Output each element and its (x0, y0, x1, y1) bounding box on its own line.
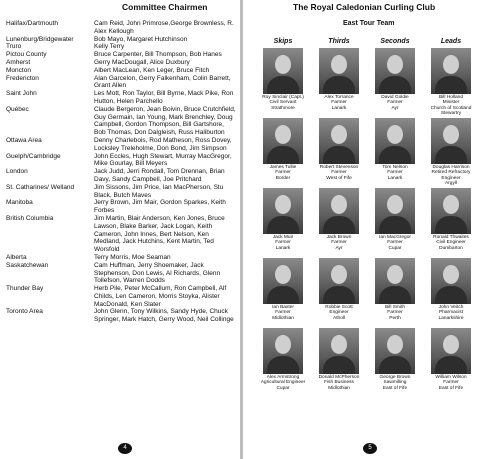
committee-region: Truro (6, 43, 22, 51)
committee-region: Moncton (6, 66, 31, 74)
player-card (423, 328, 479, 398)
player-detail: Lanark (387, 175, 403, 181)
committee-names: Les Mott, Ron Taylor, Bill Byrne, Mack Pike, Ron Hutton, Helen Parchello (94, 90, 234, 105)
position-headers (255, 38, 479, 45)
portrait-body (267, 146, 299, 164)
player-name: James Tullie (269, 165, 297, 170)
player-card (367, 48, 423, 118)
committee-names: Jim Martin, Blair Anderson, Ken Jones, Bruce Lawson, Blake Barker, Jack Logan, Keith Cameron, John Innes, Bert Nelson, Ken Medland, Jack Hutchins, Kent Martin, Ted Worsfold (94, 214, 225, 254)
committee-names: Albert MacLean, Ken Leger, Bruce Fitch (94, 66, 210, 74)
column-header: Leads (440, 38, 462, 45)
portrait-body (267, 356, 299, 374)
player-card (255, 48, 311, 118)
player-detail: Dumbarton (439, 245, 463, 251)
committee-region: Halifax/Dartmouth (6, 20, 59, 27)
committee-row (6, 308, 236, 324)
player-detail: Sawmilling (383, 380, 407, 386)
player-caption (367, 165, 423, 181)
portrait-head (331, 195, 347, 214)
portrait-body (379, 286, 411, 304)
portrait-head (387, 195, 403, 214)
player-caption (423, 375, 479, 391)
committee-row (6, 254, 236, 262)
committee-row (6, 215, 236, 254)
player-card (423, 118, 479, 188)
portrait-body (379, 76, 411, 94)
player-detail: Agricultural Engineer (260, 380, 306, 386)
player-photo (263, 258, 303, 304)
portrait-head (331, 335, 347, 354)
page-number: 4 (118, 443, 132, 454)
player-photo (431, 118, 471, 164)
player-card (423, 48, 479, 118)
player-card (367, 328, 423, 398)
committee-region: Guelph/Cambridge (6, 152, 61, 160)
player-card (255, 328, 311, 398)
portrait-body (267, 216, 299, 234)
committee-names: Jack Judd, Jerri Rondall, Tom Drennan, Brian Davy, Sandy Campbell, Joe Pritchard (94, 168, 225, 183)
player-detail: Farmer (275, 310, 291, 316)
team-row (255, 258, 479, 328)
player-detail: Engineer (329, 310, 349, 316)
player-detail: Stewartry (440, 110, 462, 116)
player-detail: Engineer (441, 175, 461, 181)
committee-row (6, 75, 236, 91)
player-caption (311, 235, 367, 251)
portrait-head (443, 265, 459, 284)
player-card (367, 188, 423, 258)
player-name: William Wilson (435, 375, 467, 380)
player-caption (367, 235, 423, 251)
portrait-head (331, 55, 347, 74)
player-detail: Civil Engineer (436, 240, 466, 246)
player-name: Tom Nelson (382, 165, 408, 170)
player-name: Donald McPherson (318, 375, 360, 380)
committee-region: Amherst (6, 58, 31, 66)
player-caption (423, 95, 479, 116)
left-page (0, 0, 240, 459)
committee-region: Pictou County (6, 51, 47, 59)
committee-region: London (6, 168, 28, 176)
column-header: Skips (273, 38, 293, 45)
committee-region: British Columbia (6, 214, 54, 222)
committee-row (6, 262, 236, 285)
player-detail: Retired Refractory (431, 170, 471, 176)
player-photo (431, 48, 471, 94)
committee-region: Ottawa Area (6, 136, 42, 144)
committee-names: Alan Garcelon, Gerry Falkenham, Colin Barrett, Grant Allen (94, 74, 231, 90)
column-header: Seconds (380, 38, 410, 45)
player-photo (375, 48, 415, 94)
player-name: George Brown (379, 375, 411, 380)
portrait-body (435, 76, 467, 94)
player-caption (255, 235, 311, 251)
page-number: 5 (363, 443, 377, 454)
player-card (255, 118, 311, 188)
player-detail: Cupar (388, 245, 402, 251)
player-name: Jack Brown (326, 235, 352, 240)
committee-names: Herb Pile, Peter McCallum, Ron Campbell, Alf Childs, Len Cameron, Morris Stoyka, Alister MacDonald, Ken Slater (94, 285, 227, 308)
player-detail: Lanark (331, 105, 347, 111)
page-title: Committee Chairmen (122, 2, 208, 12)
portrait-body (435, 146, 467, 164)
player-detail: Farmer (275, 170, 291, 176)
committee-names: Gerry MacDougall, Alice Duxbury (94, 58, 190, 66)
committee-row (6, 51, 236, 59)
player-detail: Lanarkshire (438, 315, 464, 321)
portrait-head (331, 125, 347, 144)
player-name: Jack Muir (272, 235, 294, 240)
player-detail: Strathmore (271, 105, 295, 111)
committee-names: Bob Mayo, Margaret Hutchinson (94, 35, 188, 43)
committee-row (6, 184, 236, 200)
committee-row (6, 168, 236, 184)
player-photo (319, 328, 359, 374)
player-caption (367, 305, 423, 321)
player-photo (319, 258, 359, 304)
player-caption (423, 165, 479, 186)
committee-names: Claude Bergeron, Jean Boivin, Bruce Crutchfield, Guy Germain, Ian Young, Mark Brenchley, Doug Campbell, Gordon Thompson, Bill Gartshore, Bob Thomas, Don Dalgleish, Russ Haliburton (94, 105, 236, 137)
player-name: Douglas Harrison (432, 165, 470, 170)
committee-row (6, 106, 236, 137)
portrait-body (435, 356, 467, 374)
player-photo (431, 328, 471, 374)
committee-row (6, 20, 236, 36)
player-detail: Farmer (387, 310, 403, 316)
portrait-body (379, 146, 411, 164)
player-detail: Lanark (275, 245, 291, 251)
portrait-head (387, 335, 403, 354)
player-photo (375, 188, 415, 234)
player-name: Ian MacGregor (379, 235, 411, 240)
player-name: Ronald Thwaites (433, 235, 469, 240)
player-name: David Goldie (381, 95, 409, 100)
committee-region: St. Catharines/ Welland (6, 183, 75, 191)
player-photo (375, 258, 415, 304)
portrait-head (275, 55, 291, 74)
player-caption (367, 375, 423, 391)
player-caption (255, 305, 311, 321)
player-card (255, 188, 311, 258)
committee-region: Fredericton (6, 74, 39, 82)
player-photo (319, 188, 359, 234)
portrait-body (435, 216, 467, 234)
portrait-body (323, 216, 355, 234)
player-caption (367, 95, 423, 111)
player-detail: Farmer (387, 100, 403, 106)
player-name: Bill Holland (439, 95, 463, 100)
team-row (255, 328, 479, 398)
committee-names: Denny Charlebois, Rod Matheson, Ross Dovey, Locksley Treleholme, Don Bond, Jim Simpson (94, 136, 232, 152)
player-caption (423, 235, 479, 251)
portrait-head (275, 195, 291, 214)
player-detail: Minister (442, 100, 460, 106)
committee-row (6, 90, 236, 106)
player-detail: Argyll (445, 180, 457, 186)
committee-list (6, 20, 236, 324)
portrait-body (323, 356, 355, 374)
team-row (255, 48, 479, 118)
player-detail: Midlothian (272, 315, 294, 321)
committee-names: Jerry Brown, Jim Mair, Gordon Sparkes, Keith Forbes (94, 199, 226, 215)
player-card (423, 258, 479, 328)
portrait-head (275, 335, 291, 354)
player-detail: Farmer (443, 380, 459, 386)
portrait-body (323, 286, 355, 304)
team-row (255, 188, 479, 258)
player-detail: Perth (389, 315, 401, 321)
portrait-head (331, 265, 347, 284)
player-card (311, 48, 367, 118)
player-caption (255, 375, 311, 391)
player-detail: Ayr (335, 245, 343, 251)
portrait-head (387, 55, 403, 74)
committee-region: Thunder Bay (6, 285, 44, 293)
player-detail: Farmer (331, 240, 347, 246)
portrait-head (275, 125, 291, 144)
committee-names: Jim Sissons, Jim Price, Ian MacPherson, Stu Black, Butch Maves (94, 183, 224, 199)
player-photo (375, 118, 415, 164)
player-photo (431, 188, 471, 234)
committee-region: Toronto Area (6, 308, 43, 316)
committee-names: John Glenn, Tony Wilkins, Sandy Hyde, Chuck Springer, Mark Hatch, Gerry Wood, Neil Collinge (94, 308, 234, 324)
player-detail: East of Fife (438, 385, 464, 391)
committee-row (6, 67, 236, 75)
player-photo (319, 118, 359, 164)
team-subtitle: East Tour Team (343, 20, 395, 27)
player-detail: Farmer (387, 170, 403, 176)
player-photo (263, 48, 303, 94)
portrait-body (379, 216, 411, 234)
committee-names: Cam Huffman, Jerry Shoemaker, Jack Stephenson, Don Lewis, Al Richards, Glenn Tollefson, Warren Dodds (94, 261, 221, 285)
player-card (423, 188, 479, 258)
committee-row (6, 36, 236, 44)
player-photo (431, 258, 471, 304)
player-detail: Border (275, 175, 291, 181)
player-caption (311, 95, 367, 111)
player-caption (423, 305, 479, 321)
portrait-body (323, 76, 355, 94)
portrait-head (443, 125, 459, 144)
committee-row (6, 199, 236, 215)
portrait-head (443, 55, 459, 74)
team-photo-grid (255, 48, 479, 398)
committee-row (6, 153, 236, 169)
committee-region: Alberta (6, 253, 27, 261)
player-detail: Farmer (275, 240, 291, 246)
portrait-head (387, 265, 403, 284)
player-detail: Cupar (276, 385, 290, 391)
player-photo (375, 328, 415, 374)
portrait-body (267, 286, 299, 304)
player-card (367, 258, 423, 328)
committee-names: Terry Morris, Moe Seaman (94, 253, 171, 261)
player-caption (255, 95, 311, 111)
portrait-head (443, 335, 459, 354)
player-detail: Midlothian (328, 385, 350, 391)
portrait-body (323, 146, 355, 164)
player-detail: Church of Scotland (430, 105, 472, 111)
player-name: Robert Stevenson (319, 165, 359, 170)
committee-names: Bruce Carpenter, Bill Thompson, Bob Hanes (94, 51, 222, 59)
player-detail: Farmer (331, 170, 347, 176)
player-name: Ian Baxter (272, 305, 294, 310)
player-detail: East of Fife (382, 385, 408, 391)
committee-row (6, 285, 236, 308)
portrait-head (443, 195, 459, 214)
player-caption (255, 165, 311, 181)
team-row (255, 118, 479, 188)
player-photo (263, 118, 303, 164)
committee-region: Saskatchewan (6, 261, 49, 269)
committee-names: Kelly Terry (94, 43, 125, 51)
player-card (311, 258, 367, 328)
player-detail: Civil Servant (269, 100, 297, 106)
player-name: Robbie Scott (325, 305, 353, 310)
committee-region: Lunenburg/Bridgewater (6, 35, 74, 43)
player-detail: Farmer (331, 100, 347, 106)
player-photo (263, 328, 303, 374)
player-detail: Farmer (387, 240, 403, 246)
committee-region: Saint John (6, 90, 37, 98)
player-caption (311, 165, 367, 181)
portrait-body (379, 356, 411, 374)
player-card (367, 118, 423, 188)
committee-row (6, 137, 236, 153)
committee-row (6, 43, 236, 51)
portrait-head (275, 265, 291, 284)
portrait-body (267, 76, 299, 94)
player-card (311, 188, 367, 258)
committee-names: Cam Reid, John Primrose,George Brownless, R. Alex Kellough (94, 20, 234, 35)
column-header: Thirds (328, 38, 350, 45)
player-card (311, 118, 367, 188)
player-card (255, 258, 311, 328)
player-name: John Veitch (438, 305, 464, 310)
player-name: Alex Torrance (324, 95, 354, 100)
player-detail: Pharmacist (439, 310, 463, 316)
player-name: Bill Smith (385, 305, 405, 310)
player-photo (263, 188, 303, 234)
club-title: The Royal Caledonian Curling Club (293, 2, 436, 12)
portrait-head (387, 125, 403, 144)
player-photo (319, 48, 359, 94)
player-name: Alex Armstrong (266, 375, 300, 380)
player-card (311, 328, 367, 398)
committee-names: John Eccles, Hugh Stewart, Murray MacGregor, Mike Gourlay, Bill Meyers (94, 152, 232, 168)
player-detail: Ayr (391, 105, 399, 111)
committee-region: Québec (6, 105, 29, 113)
committee-region: Manitoba (6, 199, 33, 207)
player-detail: Fish Business (324, 380, 354, 386)
player-detail: West of Fife (326, 175, 352, 181)
committee-row (6, 59, 236, 67)
player-caption (311, 305, 367, 321)
player-caption (311, 375, 367, 391)
portrait-body (435, 286, 467, 304)
player-name: Roy Sinclair (Capt.) (262, 95, 304, 100)
right-page (243, 0, 485, 459)
player-detail: Atholl (333, 315, 345, 321)
